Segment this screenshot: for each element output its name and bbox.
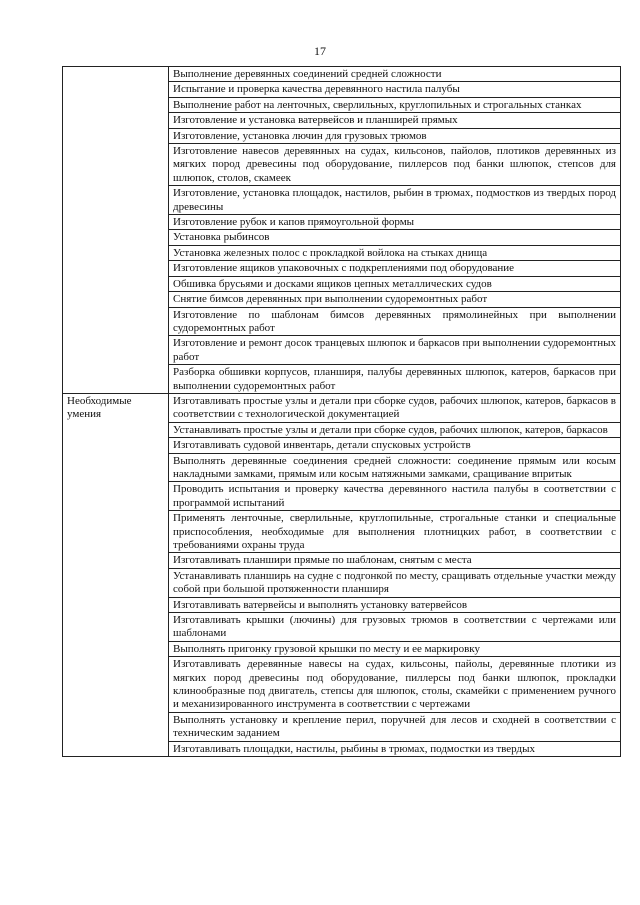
item-cell: Изготавливать деревянные навесы на судах, кильсоны, пайолы, деревянные плотики из мягких пород древесины под оборудование, пиллерсы под банки шлюпок, прокладки клинообразные под двигатель, степсы для шлюпок, столы, скамейки с применением ручного и механизированного инструмента в соответствии с чертежами xyxy=(169,657,621,713)
item-cell: Применять ленточные, сверлильные, круглопильные, строгальные станки и специальные приспособления, необходимые для выполнения плотницких работ, в соответствии с требованиями охраны труда xyxy=(169,511,621,553)
item-cell: Изготовление и установка ватервейсов и планширей прямых xyxy=(169,113,621,128)
item-cell: Изготавливать судовой инвентарь, детали спусковых устройств xyxy=(169,438,621,453)
item-cell: Обшивка брусьями и досками ящиков цепных металлических судов xyxy=(169,276,621,291)
item-cell: Снятие бимсов деревянных при выполнении судоремонтных работ xyxy=(169,292,621,307)
item-cell: Изготовление рубок и капов прямоугольной формы xyxy=(169,215,621,230)
item-cell: Устанавливать простые узлы и детали при сборке судов, рабочих шлюпок, катеров, баркасов xyxy=(169,422,621,437)
item-cell: Испытание и проверка качества деревянного настила палубы xyxy=(169,82,621,97)
page-number: 17 xyxy=(314,44,326,58)
item-cell: Изготовление и ремонт досок транцевых шлюпок и баркасов при выполнении судоремонтных работ xyxy=(169,336,621,365)
item-cell: Устанавливать планширь на судне с подгонкой по месту, сращивать отдельные участки между собой при большой протяженности планширя xyxy=(169,568,621,597)
item-cell: Изготовление навесов деревянных на судах, кильсонов, пайолов, плотиков деревянных из мягких пород древесины под оборудование, пиллерсов под банки шлюпок, степсов для шлюпок, столов, скамеек xyxy=(169,144,621,186)
category-cell xyxy=(63,67,169,394)
requirements-table-body xyxy=(63,67,621,757)
item-cell: Изготовление ящиков упаковочных с подкреплениями под оборудование xyxy=(169,261,621,276)
item-cell: Проводить испытания и проверку качества деревянного настила палубы в соответствии с программой испытаний xyxy=(169,482,621,511)
item-cell: Установка железных полос с прокладкой войлока на стыках днища xyxy=(169,245,621,260)
item-cell: Изготовление, установка площадок, настилов, рыбин в трюмах, подмостков из твердых пород древесины xyxy=(169,186,621,215)
table-row xyxy=(63,67,621,82)
item-cell: Изготовление по шаблонам бимсов деревянных прямолинейных при выполнении судоремонтных работ xyxy=(169,307,621,336)
table-row xyxy=(63,393,621,422)
item-cell: Установка рыбинсов xyxy=(169,230,621,245)
item-cell: Выполнять установку и крепление перил, поручней для лесов и сходней в соответствии с техническим заданием xyxy=(169,712,621,741)
item-cell: Разборка обшивки корпусов, планширя, палубы деревянных шлюпок, катеров, баркасов при выполнении судоремонтных работ xyxy=(169,365,621,394)
requirements-table xyxy=(62,66,621,757)
item-cell: Выполнять деревянные соединения средней сложности: соединение прямым или косым накладными замками, прямым или косым натяжными замками, сращивание впритык xyxy=(169,453,621,482)
category-cell: Необходимые умения xyxy=(63,393,169,756)
item-cell: Изготавливать планшири прямые по шаблонам, снятым с места xyxy=(169,553,621,568)
item-cell: Выполнять пригонку грузовой крышки по месту и ее маркировку xyxy=(169,641,621,656)
item-cell: Изготавливать ватервейсы и выполнять установку ватервейсов xyxy=(169,597,621,612)
item-cell: Изготавливать площадки, настилы, рыбины в трюмах, подмостки из твердых xyxy=(169,741,621,756)
item-cell: Выполнение деревянных соединений средней сложности xyxy=(169,67,621,82)
item-cell: Изготавливать крышки (лючины) для грузовых трюмов в соответствии с чертежами или шаблонами xyxy=(169,613,621,642)
item-cell: Изготавливать простые узлы и детали при сборке судов, рабочих шлюпок, катеров, баркасов в соответствии с технологической документацией xyxy=(169,393,621,422)
item-cell: Выполнение работ на ленточных, сверлильных, круглопильных и строгальных станках xyxy=(169,97,621,112)
item-cell: Изготовление, установка лючин для грузовых трюмов xyxy=(169,128,621,143)
